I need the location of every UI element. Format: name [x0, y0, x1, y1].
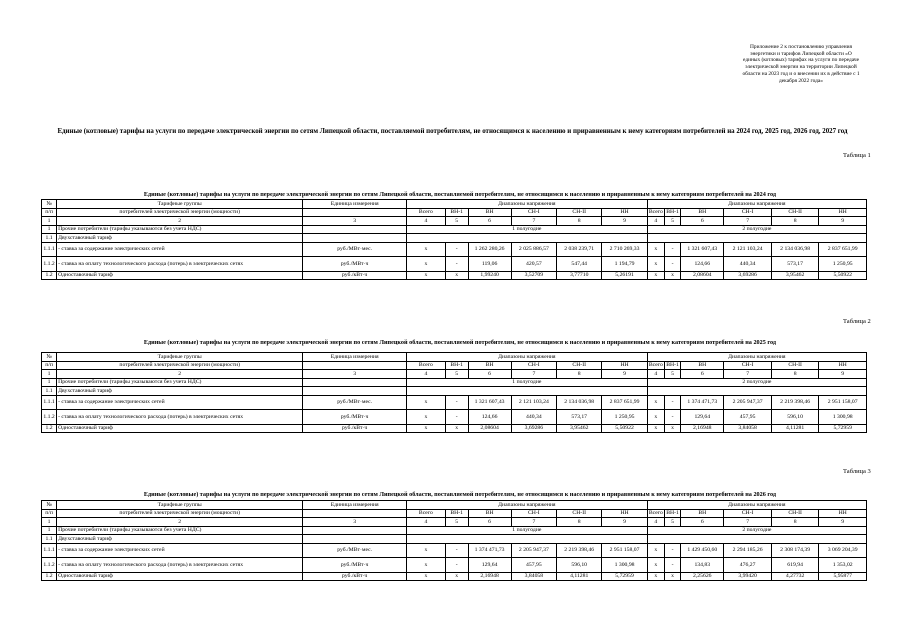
ranges-header-h1: Диапазоны напряжения: [406, 353, 647, 362]
vn1-cell: -: [445, 395, 468, 410]
value-cell: 2 121 103,24: [511, 395, 556, 410]
row-label-other-consumers: Прочие потребители (тарифы указываются без учета НДС): [57, 225, 303, 234]
value-cell: 547,44: [557, 257, 602, 272]
total-cell: х: [647, 271, 664, 280]
idx-cell: 6: [468, 217, 511, 226]
value-cell: 4,11281: [557, 572, 602, 581]
value-cell: 1 429 450,60: [681, 543, 724, 558]
idx-cell: 9: [602, 370, 647, 379]
row-num: 1.2: [42, 424, 57, 433]
ranges-header-h2: Диапазоны напряжения: [647, 501, 866, 510]
total-cell: х: [647, 558, 664, 573]
col-nn: НН: [602, 208, 647, 217]
idx-cell: 7: [724, 217, 772, 226]
value-cell: 457,95: [724, 410, 772, 425]
value-cell: 1 321 607,43: [681, 242, 724, 257]
empty-cell: [406, 535, 647, 544]
row-num: 1: [42, 526, 57, 535]
idx-cell: 6: [681, 217, 724, 226]
row-num: 1: [42, 225, 57, 234]
col-sn1: СН-I: [511, 509, 556, 518]
vn1-cell: -: [445, 242, 468, 257]
value-cell: 1 321 607,43: [468, 395, 511, 410]
idx-cell: 7: [511, 370, 556, 379]
col-total: Всего: [406, 208, 445, 217]
idx-cell: 1: [42, 217, 57, 226]
total-cell: х: [647, 257, 664, 272]
value-cell: 1,99240: [468, 271, 511, 280]
idx-cell: 7: [724, 518, 772, 527]
vn1-cell: -: [664, 410, 680, 425]
idx-cell: 2: [57, 518, 303, 527]
idx-cell: 2: [57, 370, 303, 379]
value-cell: 1 374 471,73: [681, 395, 724, 410]
half-year-1: 1 полугодие: [406, 378, 647, 387]
col-sn1: СН-I: [511, 361, 556, 370]
row-num: 1.2: [42, 572, 57, 581]
empty-cell: [647, 535, 866, 544]
unit-cell: [303, 526, 407, 535]
idx-cell: 8: [771, 518, 819, 527]
col-unit-header-2: [303, 361, 407, 370]
vn1-cell: -: [445, 410, 468, 425]
total-cell: х: [406, 257, 445, 272]
col-vn: ВН: [468, 208, 511, 217]
value-cell: 1 194,79: [602, 257, 647, 272]
row-label-loss-payment: - ставка на оплату технологического расхода (потерь) в электрических сетях: [57, 257, 303, 272]
idx-cell: 4: [406, 518, 445, 527]
idx-cell: 5: [445, 518, 468, 527]
vn1-cell: х: [664, 572, 680, 581]
idx-cell: 3: [303, 518, 407, 527]
row-label-two-rate: Двухставочный тариф: [57, 535, 303, 544]
value-cell: 124,66: [681, 257, 724, 272]
ranges-header-h1: Диапазоны напряжения: [406, 501, 647, 510]
value-cell: 596,10: [771, 410, 819, 425]
value-cell: 2 308 174,39: [771, 543, 819, 558]
unit-cell: руб./кВт·ч: [303, 572, 407, 581]
ranges-header-h2: Диапазоны напряжения: [647, 353, 866, 362]
unit-cell: руб./МВт·мес.: [303, 395, 407, 410]
row-num: 1.1: [42, 387, 57, 396]
row-label-network-maintenance: - ставка за содержание электрических сетей: [57, 543, 303, 558]
value-cell: 3 069 204,39: [819, 543, 867, 558]
col-sn2: СН-II: [771, 509, 819, 518]
value-cell: 2,16948: [681, 424, 724, 433]
row-label-single-rate: Одноставочный тариф: [57, 572, 303, 581]
table-title: Единые (котловые) тарифы на услуги по передаче электрической энергии по сетям Липецкой области, поставляемой потребителям, не относящимся к населению и приравненным к нему категориям потребителей на 2026 год: [143, 491, 777, 498]
col-sn1: СН-I: [724, 509, 772, 518]
table-label: Таблица 3: [843, 468, 871, 475]
row-num: 1.1.2: [42, 257, 57, 272]
col-nn: НН: [819, 361, 867, 370]
col-sn2: СН-II: [557, 208, 602, 217]
row-label-network-maintenance: - ставка за содержание электрических сетей: [57, 242, 303, 257]
idx-cell: 8: [557, 217, 602, 226]
total-cell: х: [406, 558, 445, 573]
idx-cell: 3: [303, 370, 407, 379]
idx-cell: 9: [602, 217, 647, 226]
idx-cell: 4: [647, 217, 664, 226]
value-cell: 4,27732: [771, 572, 819, 581]
total-cell: х: [647, 543, 664, 558]
unit-cell: [303, 378, 407, 387]
row-num: 1.1.2: [42, 410, 57, 425]
idx-cell: 9: [602, 518, 647, 527]
col-vn: ВН: [468, 509, 511, 518]
col-num-header: №: [42, 353, 57, 362]
col-num-header-2: п/п: [42, 361, 57, 370]
col-unit-header: Единица измерения: [303, 501, 407, 510]
empty-cell: [647, 387, 866, 396]
idx-cell: 5: [445, 217, 468, 226]
idx-cell: 9: [819, 518, 867, 527]
vn1-cell: -: [664, 395, 680, 410]
vn1-cell: -: [664, 242, 680, 257]
value-cell: 2 951 158,07: [819, 395, 867, 410]
value-cell: 573,17: [771, 257, 819, 272]
value-cell: 619,94: [771, 558, 819, 573]
col-vn1: ВН-1: [445, 208, 468, 217]
vn1-cell: х: [445, 572, 468, 581]
unit-cell: [303, 225, 407, 234]
unit-cell: руб./МВт·мес.: [303, 242, 407, 257]
row-label-two-rate: Двухставочный тариф: [57, 387, 303, 396]
col-vn: ВН: [681, 509, 724, 518]
col-num-header-2: п/п: [42, 509, 57, 518]
vn1-cell: -: [664, 257, 680, 272]
row-num: 1.1.1: [42, 543, 57, 558]
value-cell: 5,50922: [602, 424, 647, 433]
value-cell: 3,69286: [724, 271, 772, 280]
col-group-header-2: потребителей электрической энергии (мощности): [57, 208, 303, 217]
col-group-header: Тарифные группы: [57, 353, 303, 362]
idx-cell: 8: [771, 370, 819, 379]
row-label-loss-payment: - ставка на оплату технологического расхода (потерь) в электрических сетях: [57, 558, 303, 573]
total-cell: х: [406, 572, 445, 581]
idx-cell: 2: [57, 217, 303, 226]
idx-cell: 5: [445, 370, 468, 379]
value-cell: 119,06: [468, 257, 511, 272]
value-cell: 2 710 269,33: [602, 242, 647, 257]
row-num: 1.1: [42, 234, 57, 243]
row-label-loss-payment: - ставка на оплату технологического расхода (потерь) в электрических сетях: [57, 410, 303, 425]
value-cell: 3,77710: [557, 271, 602, 280]
total-cell: х: [406, 424, 445, 433]
value-cell: 1 300,98: [819, 410, 867, 425]
value-cell: 2 038 239,71: [557, 242, 602, 257]
col-unit-header: Единица измерения: [303, 353, 407, 362]
idx-cell: 9: [819, 217, 867, 226]
col-group-header: Тарифные группы: [57, 501, 303, 510]
col-vn1: ВН-1: [445, 361, 468, 370]
value-cell: 3,69286: [511, 424, 556, 433]
idx-cell: 4: [647, 518, 664, 527]
total-cell: х: [406, 242, 445, 257]
table-label: Таблица 1: [843, 152, 871, 159]
value-cell: 134,83: [681, 558, 724, 573]
total-cell: х: [647, 395, 664, 410]
col-group-header-2: потребителей электрической энергии (мощности): [57, 361, 303, 370]
col-vn1: ВН-1: [666, 209, 679, 216]
half-year-1: 1 полугодие: [406, 225, 647, 234]
value-cell: 2 025 886,57: [511, 242, 556, 257]
col-total: Всего: [648, 362, 663, 369]
half-year-1: 1 полугодие: [406, 526, 647, 535]
col-nn: НН: [819, 208, 867, 217]
value-cell: 440,34: [511, 410, 556, 425]
unit-cell: руб./МВт·ч: [303, 257, 407, 272]
col-total: Всего: [648, 510, 663, 517]
col-vn1: ВН-1: [445, 509, 468, 518]
idx-cell: 7: [724, 370, 772, 379]
value-cell: 5,72959: [602, 572, 647, 581]
total-cell: х: [647, 410, 664, 425]
document-title: Единые (котловые) тарифы на услуги по передаче электрической энергии по сетям Липецкой области, поставляемой потребителям, не относящимся к населению и приравненным к нему категориям потребителей на 2024 год, 2025 год, 2026 год, 2027 год: [57, 128, 848, 135]
ranges-header-h2: Диапазоны напряжения: [647, 200, 866, 209]
row-num: 1.1.2: [42, 558, 57, 573]
row-num: 1.1.1: [42, 242, 57, 257]
col-unit-header-2: [303, 208, 407, 217]
value-cell: 2 951 158,07: [602, 543, 647, 558]
value-cell: 1 262 280,26: [468, 242, 511, 257]
col-nn: НН: [819, 509, 867, 518]
col-group-header: Тарифные группы: [57, 200, 303, 209]
half-year-2: 2 полугодие: [647, 526, 866, 535]
value-cell: 2 837 651,99: [602, 395, 647, 410]
col-total: Всего: [406, 509, 445, 518]
col-sn1: СН-I: [724, 361, 772, 370]
total-cell: х: [406, 410, 445, 425]
idx-cell: 4: [406, 217, 445, 226]
idx-cell: 9: [819, 370, 867, 379]
col-nn: НН: [602, 361, 647, 370]
idx-cell: 3: [303, 217, 407, 226]
row-label-other-consumers: Прочие потребители (тарифы указываются без учета НДС): [57, 378, 303, 387]
total-cell: х: [647, 572, 664, 581]
idx-cell: 4: [647, 370, 664, 379]
value-cell: 1 250,95: [602, 410, 647, 425]
table-title: Единые (котловые) тарифы на услуги по передаче электрической энергии по сетям Липецкой области, поставляемой потребителям, не относящимся к населению и приравненным к нему категориям потребителей на 2024 год: [143, 191, 777, 198]
tariff-table: [41, 500, 867, 581]
tariff-table: [41, 199, 867, 280]
total-cell: х: [647, 242, 664, 257]
row-label-single-rate: Одноставочный тариф: [57, 271, 303, 280]
col-nn: НН: [602, 509, 647, 518]
col-num-header-2: п/п: [42, 208, 57, 217]
idx-cell: 7: [511, 217, 556, 226]
col-sn2: СН-II: [771, 208, 819, 217]
idx-cell: 4: [406, 370, 445, 379]
vn1-cell: -: [445, 257, 468, 272]
value-cell: 3,95462: [557, 424, 602, 433]
value-cell: 476,27: [724, 558, 772, 573]
value-cell: 1 353,02: [819, 558, 867, 573]
vn1-cell: х: [664, 271, 680, 280]
value-cell: 2 134 036,98: [771, 242, 819, 257]
value-cell: 1 374 471,73: [468, 543, 511, 558]
col-unit-header: Единица измерения: [303, 200, 407, 209]
value-cell: 2 837 651,99: [819, 242, 867, 257]
col-sn1: СН-I: [724, 208, 772, 217]
value-cell: 457,95: [511, 558, 556, 573]
unit-cell: руб./кВт·ч: [303, 271, 407, 280]
value-cell: 2,08604: [468, 424, 511, 433]
value-cell: 596,10: [557, 558, 602, 573]
value-cell: 129,64: [468, 558, 511, 573]
value-cell: 573,17: [557, 410, 602, 425]
unit-cell: [303, 234, 407, 243]
row-label-two-rate: Двухставочный тариф: [57, 234, 303, 243]
value-cell: 5,72959: [819, 424, 867, 433]
col-unit-header-2: [303, 509, 407, 518]
idx-cell: 8: [771, 217, 819, 226]
value-cell: 2 294 185,26: [724, 543, 772, 558]
value-cell: 3,52709: [511, 271, 556, 280]
value-cell: 2,16948: [468, 572, 511, 581]
value-cell: 1 250,95: [819, 257, 867, 272]
vn1-cell: -: [664, 543, 680, 558]
vn1-cell: -: [445, 558, 468, 573]
col-vn1: ВН-1: [666, 362, 679, 369]
value-cell: 3,84058: [724, 424, 772, 433]
table-label: Таблица 2: [843, 318, 871, 325]
value-cell: 2,08604: [681, 271, 724, 280]
row-num: 1.1: [42, 535, 57, 544]
row-num: 1.2: [42, 271, 57, 280]
value-cell: 1 300,98: [602, 558, 647, 573]
vn1-cell: х: [445, 424, 468, 433]
row-num: 1: [42, 378, 57, 387]
idx-cell: 6: [681, 370, 724, 379]
value-cell: 2,25626: [681, 572, 724, 581]
col-vn: ВН: [681, 361, 724, 370]
value-cell: 129,64: [681, 410, 724, 425]
row-num: 1.1.1: [42, 395, 57, 410]
value-cell: 420,57: [511, 257, 556, 272]
value-cell: 124,66: [468, 410, 511, 425]
row-label-single-rate: Одноставочный тариф: [57, 424, 303, 433]
idx-cell: 1: [42, 370, 57, 379]
half-year-2: 2 полугодие: [647, 225, 866, 234]
value-cell: 3,84058: [511, 572, 556, 581]
total-cell: х: [406, 543, 445, 558]
value-cell: 2 205 947,37: [724, 395, 772, 410]
idx-cell: 8: [557, 518, 602, 527]
value-cell: 4,11281: [771, 424, 819, 433]
idx-cell: 5: [664, 518, 680, 527]
row-label-network-maintenance: - ставка за содержание электрических сетей: [57, 395, 303, 410]
col-vn: ВН: [681, 208, 724, 217]
value-cell: 3,99420: [724, 572, 772, 581]
col-num-header: №: [42, 501, 57, 510]
value-cell: 5,95877: [819, 572, 867, 581]
col-sn2: СН-II: [557, 361, 602, 370]
col-total: Всего: [648, 209, 663, 216]
ranges-header-h1: Диапазоны напряжения: [406, 200, 647, 209]
col-vn: ВН: [468, 361, 511, 370]
idx-cell: 8: [557, 370, 602, 379]
vn1-cell: -: [664, 558, 680, 573]
value-cell: 2 134 036,98: [557, 395, 602, 410]
empty-cell: [647, 234, 866, 243]
unit-cell: [303, 535, 407, 544]
col-num-header: №: [42, 200, 57, 209]
total-cell: х: [406, 271, 445, 280]
value-cell: 440,34: [724, 257, 772, 272]
idx-cell: 1: [42, 518, 57, 527]
value-cell: 2 219 398,46: [557, 543, 602, 558]
idx-cell: 5: [664, 370, 680, 379]
idx-cell: 7: [511, 518, 556, 527]
unit-cell: [303, 387, 407, 396]
total-cell: х: [647, 424, 664, 433]
col-sn2: СН-II: [771, 361, 819, 370]
unit-cell: руб./МВт·мес.: [303, 543, 407, 558]
col-sn1: СН-I: [511, 208, 556, 217]
empty-cell: [406, 234, 647, 243]
col-total: Всего: [406, 361, 445, 370]
vn1-cell: -: [445, 543, 468, 558]
idx-cell: 6: [468, 518, 511, 527]
empty-cell: [406, 387, 647, 396]
total-cell: х: [406, 395, 445, 410]
appendix-note: Приложение 2 к постановлению управления энергетики и тарифов Липецкой области «О единых (котловых) тарифах на услуги по передаче электрической энергии на территории Липецкой области на 2023 год и о внесении их в действие с 1 декабря 2022 года»: [742, 44, 860, 84]
vn1-cell: х: [445, 271, 468, 280]
idx-cell: 6: [681, 518, 724, 527]
value-cell: 5,50922: [819, 271, 867, 280]
idx-cell: 5: [664, 217, 680, 226]
col-vn1: ВН-1: [666, 510, 679, 517]
col-group-header-2: потребителей электрической энергии (мощности): [57, 509, 303, 518]
value-cell: 3,95462: [771, 271, 819, 280]
unit-cell: руб./МВт·ч: [303, 558, 407, 573]
table-title: Единые (котловые) тарифы на услуги по передаче электрической энергии по сетям Липецкой области, поставляемой потребителям, не относящимся к населению и приравненным к нему категориям потребителей на 2025 год: [143, 339, 777, 346]
idx-cell: 6: [468, 370, 511, 379]
row-label-other-consumers: Прочие потребители (тарифы указываются без учета НДС): [57, 526, 303, 535]
value-cell: 2 121 103,24: [724, 242, 772, 257]
unit-cell: руб./МВт·ч: [303, 410, 407, 425]
value-cell: 2 205 947,37: [511, 543, 556, 558]
vn1-cell: х: [664, 424, 680, 433]
half-year-2: 2 полугодие: [647, 378, 866, 387]
col-sn2: СН-II: [557, 509, 602, 518]
value-cell: 5,26191: [602, 271, 647, 280]
value-cell: 2 219 398,46: [771, 395, 819, 410]
tariff-table: [41, 352, 867, 433]
unit-cell: руб./кВт·ч: [303, 424, 407, 433]
